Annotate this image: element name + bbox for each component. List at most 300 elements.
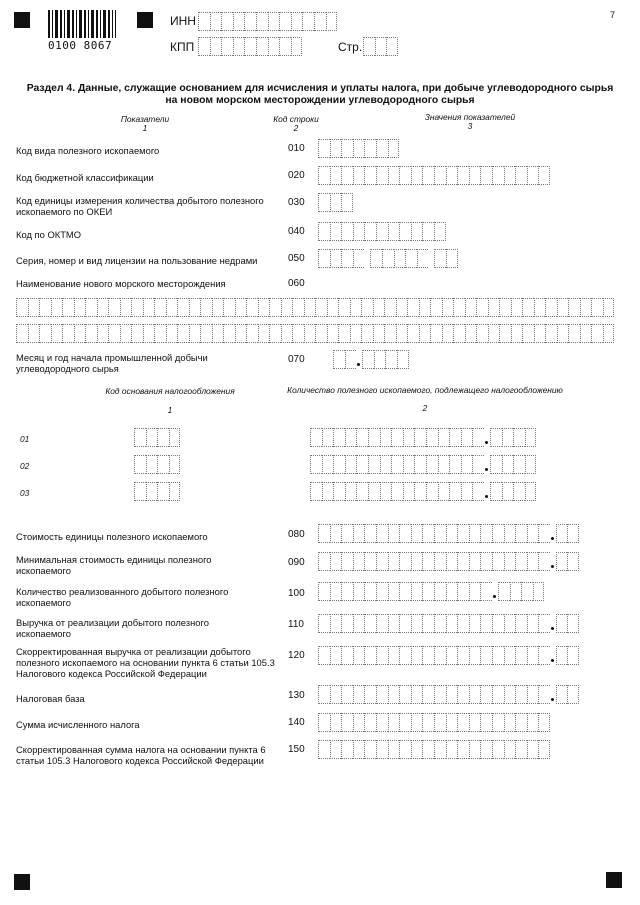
row-140-field[interactable]	[318, 713, 550, 732]
input-cell[interactable]	[198, 37, 210, 56]
input-cell[interactable]	[341, 740, 353, 759]
row-150-field[interactable]	[318, 740, 550, 759]
row-090-field[interactable]	[318, 552, 579, 571]
input-cell[interactable]	[212, 324, 224, 343]
inn-field[interactable]	[198, 12, 337, 31]
tax-base-row-03-code-field[interactable]	[134, 482, 180, 501]
input-cell[interactable]	[504, 166, 516, 185]
input-cell[interactable]	[504, 713, 516, 732]
input-cell[interactable]	[399, 740, 411, 759]
input-cell[interactable]	[97, 298, 109, 317]
input-cell[interactable]	[391, 482, 403, 501]
input-cell[interactable]	[388, 524, 400, 543]
input-cell[interactable]	[157, 482, 169, 501]
input-cell[interactable]	[376, 740, 388, 759]
input-cell[interactable]	[341, 222, 353, 241]
input-cell[interactable]	[376, 166, 388, 185]
input-cell[interactable]	[353, 740, 365, 759]
input-cell[interactable]	[567, 646, 579, 665]
input-cell[interactable]	[330, 222, 342, 241]
input-cell[interactable]	[446, 524, 458, 543]
input-cell[interactable]	[341, 646, 353, 665]
input-cell[interactable]	[422, 685, 434, 704]
input-cell[interactable]	[39, 298, 51, 317]
input-cell[interactable]	[386, 37, 398, 56]
input-cell[interactable]	[434, 249, 446, 268]
input-cell[interactable]	[322, 455, 334, 474]
input-cell[interactable]	[414, 482, 426, 501]
input-cell[interactable]	[538, 552, 550, 571]
input-cell[interactable]	[422, 552, 434, 571]
input-cell[interactable]	[538, 646, 550, 665]
input-cell[interactable]	[388, 222, 400, 241]
input-cell[interactable]	[434, 552, 446, 571]
input-cell[interactable]	[472, 428, 484, 447]
input-cell[interactable]	[502, 455, 514, 474]
input-cell[interactable]	[341, 582, 353, 601]
input-cell[interactable]	[411, 740, 423, 759]
input-cell[interactable]	[430, 324, 442, 343]
input-cell[interactable]	[291, 37, 303, 56]
input-cell[interactable]	[480, 166, 492, 185]
input-cell[interactable]	[353, 139, 365, 158]
input-cell[interactable]	[376, 713, 388, 732]
input-cell[interactable]	[353, 614, 365, 633]
input-cell[interactable]	[515, 552, 527, 571]
input-cell[interactable]	[411, 166, 423, 185]
input-cell[interactable]	[341, 166, 353, 185]
input-cell[interactable]	[39, 324, 51, 343]
input-cell[interactable]	[407, 298, 419, 317]
input-cell[interactable]	[169, 428, 181, 447]
input-cell[interactable]	[396, 298, 408, 317]
input-cell[interactable]	[430, 298, 442, 317]
input-cell[interactable]	[396, 324, 408, 343]
row-100-field[interactable]	[318, 582, 544, 601]
input-cell[interactable]	[169, 482, 181, 501]
input-cell[interactable]	[556, 685, 568, 704]
input-cell[interactable]	[465, 298, 477, 317]
input-cell[interactable]	[341, 524, 353, 543]
input-cell[interactable]	[376, 552, 388, 571]
input-cell[interactable]	[465, 324, 477, 343]
input-cell[interactable]	[120, 298, 132, 317]
tax-base-row-02-code-field[interactable]	[134, 455, 180, 474]
input-cell[interactable]	[419, 324, 431, 343]
input-cell[interactable]	[223, 324, 235, 343]
input-cell[interactable]	[405, 249, 417, 268]
input-cell[interactable]	[457, 166, 469, 185]
input-cell[interactable]	[364, 740, 376, 759]
input-cell[interactable]	[341, 139, 353, 158]
input-cell[interactable]	[330, 193, 342, 212]
input-cell[interactable]	[345, 482, 357, 501]
input-cell[interactable]	[341, 614, 353, 633]
input-cell[interactable]	[223, 298, 235, 317]
input-cell[interactable]	[492, 614, 504, 633]
input-cell[interactable]	[434, 646, 446, 665]
input-cell[interactable]	[388, 614, 400, 633]
input-cell[interactable]	[499, 298, 511, 317]
input-cell[interactable]	[314, 12, 326, 31]
input-cell[interactable]	[62, 298, 74, 317]
input-cell[interactable]	[364, 646, 376, 665]
input-cell[interactable]	[353, 249, 365, 268]
input-cell[interactable]	[399, 582, 411, 601]
input-cell[interactable]	[333, 428, 345, 447]
input-cell[interactable]	[446, 713, 458, 732]
input-cell[interactable]	[534, 324, 546, 343]
row-030-field[interactable]	[318, 193, 353, 212]
input-cell[interactable]	[538, 713, 550, 732]
input-cell[interactable]	[422, 614, 434, 633]
input-cell[interactable]	[62, 324, 74, 343]
input-cell[interactable]	[515, 646, 527, 665]
input-cell[interactable]	[364, 552, 376, 571]
input-cell[interactable]	[353, 646, 365, 665]
input-cell[interactable]	[502, 428, 514, 447]
input-cell[interactable]	[330, 139, 342, 158]
input-cell[interactable]	[399, 166, 411, 185]
input-cell[interactable]	[527, 614, 539, 633]
row-130-field[interactable]	[318, 685, 579, 704]
input-cell[interactable]	[131, 324, 143, 343]
input-cell[interactable]	[364, 139, 376, 158]
kpp-field[interactable]	[198, 37, 302, 56]
input-cell[interactable]	[568, 298, 580, 317]
input-cell[interactable]	[16, 298, 28, 317]
input-cell[interactable]	[368, 482, 380, 501]
input-cell[interactable]	[120, 324, 132, 343]
input-cell[interactable]	[221, 37, 233, 56]
input-cell[interactable]	[515, 713, 527, 732]
input-cell[interactable]	[492, 524, 504, 543]
input-cell[interactable]	[353, 222, 365, 241]
input-cell[interactable]	[488, 324, 500, 343]
input-cell[interactable]	[394, 249, 406, 268]
input-cell[interactable]	[426, 428, 438, 447]
input-cell[interactable]	[391, 428, 403, 447]
input-cell[interactable]	[515, 685, 527, 704]
input-cell[interactable]	[318, 713, 330, 732]
input-cell[interactable]	[527, 552, 539, 571]
input-cell[interactable]	[345, 455, 357, 474]
input-cell[interactable]	[556, 614, 568, 633]
input-cell[interactable]	[74, 324, 86, 343]
input-cell[interactable]	[457, 524, 469, 543]
input-cell[interactable]	[318, 614, 330, 633]
input-cell[interactable]	[376, 685, 388, 704]
input-cell[interactable]	[472, 482, 484, 501]
input-cell[interactable]	[461, 482, 473, 501]
input-cell[interactable]	[399, 646, 411, 665]
input-cell[interactable]	[399, 524, 411, 543]
input-cell[interactable]	[353, 524, 365, 543]
input-cell[interactable]	[310, 455, 322, 474]
input-cell[interactable]	[567, 685, 579, 704]
input-cell[interactable]	[258, 298, 270, 317]
input-cell[interactable]	[538, 166, 550, 185]
input-cell[interactable]	[221, 12, 233, 31]
input-cell[interactable]	[407, 324, 419, 343]
row-040-field[interactable]	[318, 222, 446, 241]
input-cell[interactable]	[345, 350, 357, 369]
input-cell[interactable]	[580, 324, 592, 343]
input-cell[interactable]	[434, 524, 446, 543]
input-cell[interactable]	[244, 37, 256, 56]
input-cell[interactable]	[157, 455, 169, 474]
input-cell[interactable]	[97, 324, 109, 343]
input-cell[interactable]	[198, 12, 210, 31]
input-cell[interactable]	[341, 249, 353, 268]
input-cell[interactable]	[269, 298, 281, 317]
input-cell[interactable]	[177, 298, 189, 317]
input-cell[interactable]	[380, 482, 392, 501]
input-cell[interactable]	[426, 455, 438, 474]
input-cell[interactable]	[513, 482, 525, 501]
input-cell[interactable]	[434, 166, 446, 185]
input-cell[interactable]	[143, 298, 155, 317]
input-cell[interactable]	[212, 298, 224, 317]
input-cell[interactable]	[568, 324, 580, 343]
input-cell[interactable]	[411, 713, 423, 732]
input-cell[interactable]	[515, 524, 527, 543]
input-cell[interactable]	[556, 552, 568, 571]
input-cell[interactable]	[388, 552, 400, 571]
input-cell[interactable]	[281, 324, 293, 343]
input-cell[interactable]	[318, 524, 330, 543]
input-cell[interactable]	[310, 428, 322, 447]
row-120-field[interactable]	[318, 646, 579, 665]
input-cell[interactable]	[166, 298, 178, 317]
input-cell[interactable]	[449, 428, 461, 447]
input-cell[interactable]	[476, 324, 488, 343]
input-cell[interactable]	[330, 713, 342, 732]
input-cell[interactable]	[449, 455, 461, 474]
input-cell[interactable]	[480, 713, 492, 732]
input-cell[interactable]	[515, 166, 527, 185]
input-cell[interactable]	[580, 298, 592, 317]
input-cell[interactable]	[504, 524, 516, 543]
input-cell[interactable]	[384, 298, 396, 317]
input-cell[interactable]	[364, 685, 376, 704]
input-cell[interactable]	[330, 552, 342, 571]
input-cell[interactable]	[166, 324, 178, 343]
input-cell[interactable]	[304, 298, 316, 317]
input-cell[interactable]	[567, 614, 579, 633]
input-cell[interactable]	[333, 455, 345, 474]
input-cell[interactable]	[527, 740, 539, 759]
input-cell[interactable]	[513, 428, 525, 447]
input-cell[interactable]	[527, 166, 539, 185]
input-cell[interactable]	[521, 582, 533, 601]
input-cell[interactable]	[154, 298, 166, 317]
input-cell[interactable]	[534, 298, 546, 317]
input-cell[interactable]	[233, 12, 245, 31]
input-cell[interactable]	[16, 324, 28, 343]
input-cell[interactable]	[556, 524, 568, 543]
input-cell[interactable]	[353, 685, 365, 704]
input-cell[interactable]	[364, 166, 376, 185]
input-cell[interactable]	[353, 166, 365, 185]
input-cell[interactable]	[504, 740, 516, 759]
input-cell[interactable]	[310, 482, 322, 501]
input-cell[interactable]	[399, 685, 411, 704]
input-cell[interactable]	[446, 646, 458, 665]
input-cell[interactable]	[330, 740, 342, 759]
input-cell[interactable]	[469, 740, 481, 759]
input-cell[interactable]	[246, 324, 258, 343]
input-cell[interactable]	[333, 482, 345, 501]
input-cell[interactable]	[469, 524, 481, 543]
input-cell[interactable]	[480, 646, 492, 665]
input-cell[interactable]	[538, 614, 550, 633]
input-cell[interactable]	[361, 324, 373, 343]
input-cell[interactable]	[233, 37, 245, 56]
input-cell[interactable]	[268, 12, 280, 31]
input-cell[interactable]	[376, 524, 388, 543]
tax-base-row-03-amount-field[interactable]	[310, 482, 536, 501]
input-cell[interactable]	[368, 428, 380, 447]
input-cell[interactable]	[538, 685, 550, 704]
row-110-field[interactable]	[318, 614, 579, 633]
input-cell[interactable]	[108, 324, 120, 343]
tax-base-row-01-amount-field[interactable]	[310, 428, 536, 447]
input-cell[interactable]	[557, 298, 569, 317]
input-cell[interactable]	[85, 298, 97, 317]
input-cell[interactable]	[504, 614, 516, 633]
input-cell[interactable]	[545, 298, 557, 317]
input-cell[interactable]	[157, 428, 169, 447]
input-cell[interactable]	[446, 685, 458, 704]
input-cell[interactable]	[318, 249, 330, 268]
input-cell[interactable]	[269, 324, 281, 343]
input-cell[interactable]	[457, 614, 469, 633]
input-cell[interactable]	[469, 713, 481, 732]
input-cell[interactable]	[411, 222, 423, 241]
input-cell[interactable]	[345, 428, 357, 447]
input-cell[interactable]	[492, 552, 504, 571]
input-cell[interactable]	[258, 324, 270, 343]
tax-base-row-01-code-field[interactable]	[134, 428, 180, 447]
input-cell[interactable]	[279, 37, 291, 56]
input-cell[interactable]	[502, 482, 514, 501]
input-cell[interactable]	[499, 324, 511, 343]
input-cell[interactable]	[318, 193, 330, 212]
input-cell[interactable]	[363, 37, 375, 56]
row-070-field[interactable]	[333, 350, 409, 369]
tax-base-row-02-amount-field[interactable]	[310, 455, 536, 474]
row-050-field[interactable]	[318, 249, 458, 268]
input-cell[interactable]	[515, 740, 527, 759]
input-cell[interactable]	[567, 552, 579, 571]
input-cell[interactable]	[522, 298, 534, 317]
input-cell[interactable]	[457, 685, 469, 704]
input-cell[interactable]	[434, 685, 446, 704]
row-060-field-line1[interactable]	[16, 298, 614, 317]
input-cell[interactable]	[341, 193, 353, 212]
input-cell[interactable]	[434, 740, 446, 759]
input-cell[interactable]	[364, 582, 376, 601]
input-cell[interactable]	[461, 455, 473, 474]
input-cell[interactable]	[382, 249, 394, 268]
input-cell[interactable]	[492, 685, 504, 704]
input-cell[interactable]	[490, 428, 502, 447]
input-cell[interactable]	[417, 249, 429, 268]
input-cell[interactable]	[279, 12, 291, 31]
input-cell[interactable]	[330, 249, 342, 268]
input-cell[interactable]	[302, 12, 314, 31]
input-cell[interactable]	[51, 298, 63, 317]
input-cell[interactable]	[545, 324, 557, 343]
input-cell[interactable]	[108, 298, 120, 317]
input-cell[interactable]	[527, 646, 539, 665]
input-cell[interactable]	[403, 482, 415, 501]
input-cell[interactable]	[457, 646, 469, 665]
input-cell[interactable]	[492, 713, 504, 732]
input-cell[interactable]	[376, 582, 388, 601]
input-cell[interactable]	[380, 428, 392, 447]
input-cell[interactable]	[74, 298, 86, 317]
input-cell[interactable]	[256, 37, 268, 56]
input-cell[interactable]	[411, 524, 423, 543]
input-cell[interactable]	[388, 139, 400, 158]
input-cell[interactable]	[353, 582, 365, 601]
input-cell[interactable]	[434, 713, 446, 732]
input-cell[interactable]	[143, 324, 155, 343]
input-cell[interactable]	[292, 324, 304, 343]
input-cell[interactable]	[373, 324, 385, 343]
input-cell[interactable]	[446, 582, 458, 601]
input-cell[interactable]	[388, 166, 400, 185]
input-cell[interactable]	[210, 12, 222, 31]
input-cell[interactable]	[376, 614, 388, 633]
input-cell[interactable]	[527, 524, 539, 543]
input-cell[interactable]	[422, 524, 434, 543]
input-cell[interactable]	[388, 685, 400, 704]
input-cell[interactable]	[376, 646, 388, 665]
input-cell[interactable]	[318, 166, 330, 185]
input-cell[interactable]	[411, 552, 423, 571]
input-cell[interactable]	[403, 455, 415, 474]
input-cell[interactable]	[330, 646, 342, 665]
input-cell[interactable]	[513, 455, 525, 474]
input-cell[interactable]	[591, 298, 603, 317]
input-cell[interactable]	[414, 455, 426, 474]
input-cell[interactable]	[422, 166, 434, 185]
input-cell[interactable]	[244, 12, 256, 31]
input-cell[interactable]	[374, 350, 386, 369]
input-cell[interactable]	[315, 324, 327, 343]
input-cell[interactable]	[356, 455, 368, 474]
input-cell[interactable]	[504, 552, 516, 571]
input-cell[interactable]	[469, 166, 481, 185]
input-cell[interactable]	[469, 646, 481, 665]
input-cell[interactable]	[189, 298, 201, 317]
input-cell[interactable]	[453, 298, 465, 317]
input-cell[interactable]	[304, 324, 316, 343]
input-cell[interactable]	[556, 646, 568, 665]
input-cell[interactable]	[318, 582, 330, 601]
input-cell[interactable]	[411, 614, 423, 633]
input-cell[interactable]	[362, 350, 374, 369]
input-cell[interactable]	[480, 552, 492, 571]
input-cell[interactable]	[338, 324, 350, 343]
input-cell[interactable]	[510, 582, 522, 601]
input-cell[interactable]	[422, 222, 434, 241]
input-cell[interactable]	[330, 524, 342, 543]
input-cell[interactable]	[446, 166, 458, 185]
